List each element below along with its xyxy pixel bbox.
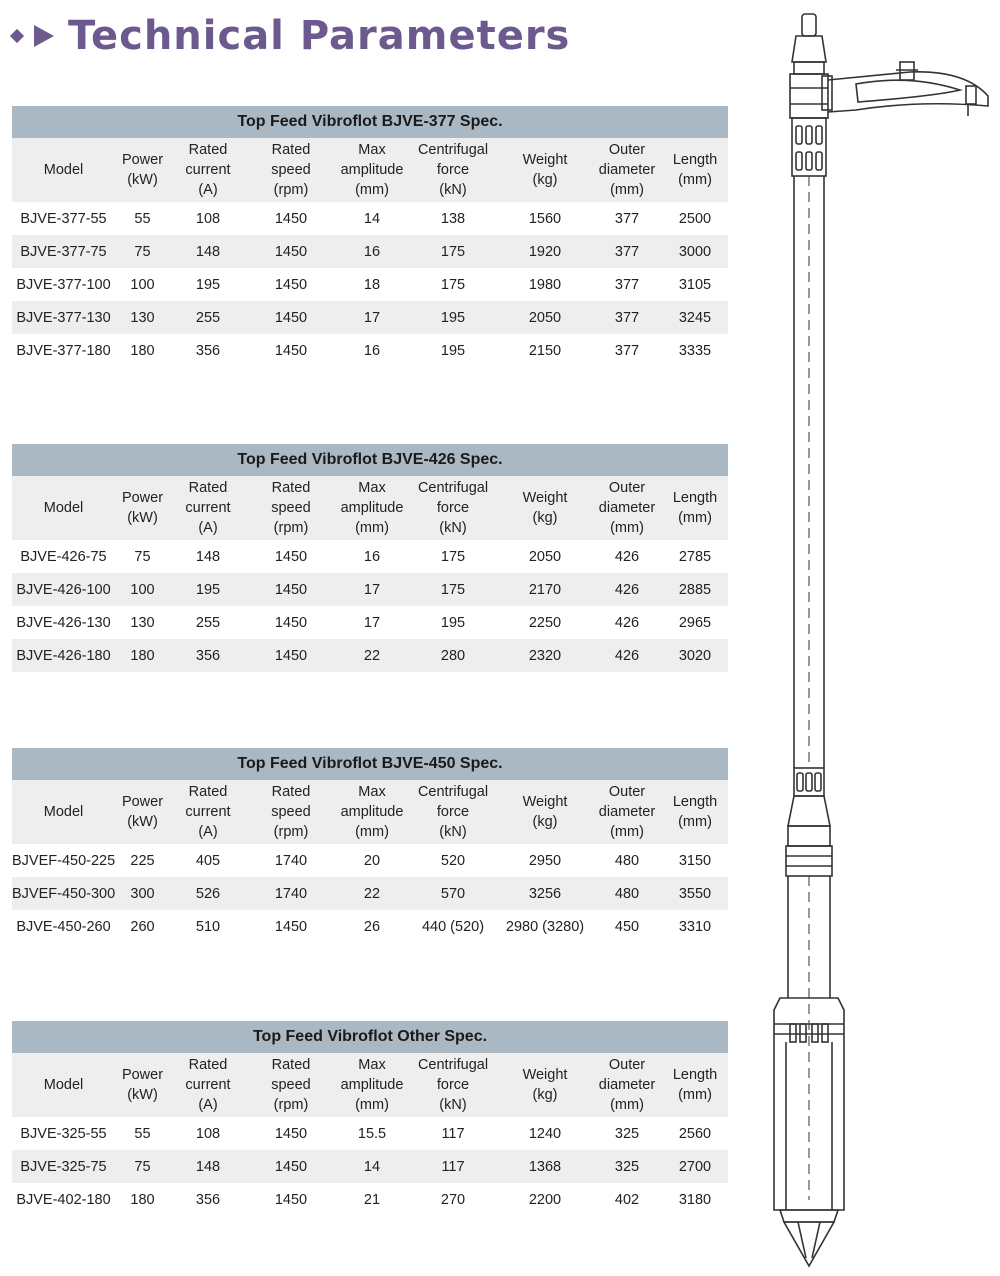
col-header-weight: Weight (kg) — [498, 476, 592, 540]
col-header-amplitude: Max amplitude (mm) — [336, 1053, 408, 1117]
cell-amplitude: 20 — [363, 852, 381, 869]
table-row — [12, 606, 728, 639]
table-caption: Top Feed Vibroflot Other Spec. — [12, 1021, 728, 1053]
cell-length: 2500 — [678, 210, 712, 227]
col-header-diameter: Outer diameter (mm) — [592, 1053, 662, 1117]
cell-speed: 1450 — [246, 235, 336, 268]
cell-power: 130 — [115, 301, 170, 334]
cell-weight: 2150 — [528, 342, 562, 359]
cone-tip — [780, 1210, 838, 1266]
cell-power: 75 — [134, 548, 151, 565]
cell-weight: 1368 — [498, 1150, 592, 1183]
cell-force: 175 — [408, 235, 498, 268]
cell-speed: 1450 — [274, 276, 308, 293]
cell-model: BJVEF-450-300 — [12, 877, 115, 910]
cell-speed: 1450 — [274, 342, 308, 359]
cell-speed: 1450 — [274, 1125, 308, 1142]
cell-model: BJVE-377-130 — [12, 301, 115, 334]
cell-current: 255 — [170, 301, 246, 334]
cell-speed: 1450 — [246, 573, 336, 606]
col-header-diameter: Outer diameter (mm) — [592, 780, 662, 844]
cell-weight: 1240 — [528, 1125, 562, 1142]
cell-diameter: 325 — [614, 1125, 640, 1142]
cell-force: 280 — [408, 639, 498, 672]
cell-diameter: 480 — [614, 852, 640, 869]
cell-length: 2885 — [662, 573, 728, 606]
table-row — [12, 301, 728, 334]
cell-amplitude: 17 — [363, 614, 381, 631]
cell-length: 3020 — [662, 639, 728, 672]
col-header-speed: Rated speed (rpm) — [246, 138, 336, 202]
cell-length: 3150 — [678, 852, 712, 869]
cell-model: BJVE-377-55 — [20, 210, 107, 227]
cell-force: 195 — [440, 614, 466, 631]
cell-weight: 1560 — [528, 210, 562, 227]
col-header-speed: Rated speed (rpm) — [246, 476, 336, 540]
col-header-length: Length (mm) — [662, 476, 728, 540]
cell-power: 100 — [130, 276, 155, 293]
spec-table-bjve-377 — [12, 106, 728, 367]
cell-amplitude: 17 — [336, 301, 408, 334]
cell-model: BJVE-426-130 — [16, 614, 111, 631]
cell-model: BJVE-377-100 — [16, 276, 111, 293]
spec-table-bjve-450 — [12, 748, 728, 943]
table-row — [12, 334, 728, 367]
cell-force: 117 — [441, 1125, 465, 1142]
upper-coupling — [792, 118, 826, 176]
cell-amplitude: 16 — [336, 235, 408, 268]
cell-amplitude: 21 — [363, 1191, 381, 1208]
col-header-length: Length (mm) — [662, 1053, 728, 1117]
cell-weight: 2320 — [498, 639, 592, 672]
cell-weight: 2170 — [498, 573, 592, 606]
cell-speed: 1740 — [246, 877, 336, 910]
col-header-speed: Rated speed (rpm) — [246, 1053, 336, 1117]
spec-table-bjve-426 — [12, 444, 728, 672]
cell-current: 510 — [195, 918, 221, 935]
cell-speed: 1450 — [274, 548, 308, 565]
col-header-amplitude: Max amplitude (mm) — [336, 138, 408, 202]
cell-diameter: 377 — [614, 210, 640, 227]
cell-diameter: 480 — [592, 877, 662, 910]
cell-length: 2560 — [678, 1125, 712, 1142]
cell-current: 255 — [195, 614, 221, 631]
cell-speed: 1450 — [246, 301, 336, 334]
col-header-power: Power (kW) — [115, 780, 170, 844]
cell-weight: 1980 — [528, 276, 562, 293]
cell-force: 570 — [408, 877, 498, 910]
table-row — [12, 1183, 728, 1216]
triangle-bullet-icon — [34, 25, 54, 47]
cell-model: BJVE-325-55 — [20, 1125, 107, 1142]
cell-length: 3335 — [678, 342, 712, 359]
cell-current: 356 — [195, 342, 221, 359]
cell-current: 108 — [195, 210, 221, 227]
col-header-weight: Weight (kg) — [498, 138, 592, 202]
cell-power: 180 — [115, 639, 170, 672]
cell-power: 100 — [115, 573, 170, 606]
cell-force: 117 — [408, 1150, 498, 1183]
cell-speed: 1450 — [274, 614, 308, 631]
vibrator-body — [774, 876, 844, 1210]
cell-weight: 2050 — [498, 301, 592, 334]
table-row — [12, 202, 728, 235]
extension-tube — [794, 176, 824, 768]
cell-model: BJVEF-450-225 — [12, 852, 116, 869]
cell-length: 3550 — [662, 877, 728, 910]
col-header-length: Length (mm) — [662, 780, 728, 844]
cell-power: 260 — [130, 918, 155, 935]
table-row — [12, 573, 728, 606]
cell-weight: 1920 — [498, 235, 592, 268]
cell-diameter: 450 — [614, 918, 640, 935]
cell-amplitude: 16 — [363, 342, 381, 359]
hose-arm — [822, 62, 988, 116]
cell-power: 130 — [130, 614, 155, 631]
cell-model: BJVE-450-260 — [16, 918, 111, 935]
col-header-weight: Weight (kg) — [498, 1053, 592, 1117]
cell-force: 175 — [440, 548, 466, 565]
cell-diameter: 377 — [592, 235, 662, 268]
cell-length: 3245 — [662, 301, 728, 334]
col-header-force: Centrifugal force (kN) — [408, 476, 498, 540]
cell-diameter: 377 — [614, 342, 640, 359]
cell-length: 2700 — [662, 1150, 728, 1183]
table-row — [12, 268, 728, 301]
cell-amplitude: 14 — [363, 210, 381, 227]
cell-model: BJVE-426-180 — [12, 639, 115, 672]
cell-speed: 1450 — [274, 918, 308, 935]
table-row — [12, 877, 728, 910]
table-row — [12, 540, 728, 573]
cell-current: 148 — [195, 548, 221, 565]
cell-power: 300 — [115, 877, 170, 910]
col-header-model: Model — [12, 1053, 115, 1117]
spec-table-other — [12, 1021, 728, 1216]
col-header-diameter: Outer diameter (mm) — [592, 476, 662, 540]
col-header-length: Length (mm) — [662, 138, 728, 202]
cell-force: 440 (520) — [421, 918, 485, 935]
cell-speed: 1450 — [274, 1191, 308, 1208]
cell-weight: 2050 — [528, 548, 562, 565]
cell-model: BJVE-377-75 — [12, 235, 115, 268]
cell-current: 195 — [170, 573, 246, 606]
cell-model: BJVE-426-100 — [12, 573, 115, 606]
col-header-power: Power (kW) — [115, 1053, 170, 1117]
cell-current: 405 — [195, 852, 221, 869]
cell-diameter: 426 — [614, 548, 640, 565]
cell-amplitude: 22 — [336, 639, 408, 672]
cell-force: 195 — [440, 342, 466, 359]
cell-force: 195 — [408, 301, 498, 334]
cell-power: 55 — [134, 1125, 151, 1142]
col-header-current: Rated current (A) — [170, 780, 246, 844]
table-caption: Top Feed Vibroflot BJVE-450 Spec. — [12, 748, 728, 780]
cell-length: 2785 — [678, 548, 712, 565]
cell-force: 175 — [408, 573, 498, 606]
col-header-force: Centrifugal force (kN) — [408, 780, 498, 844]
cell-speed: 1450 — [246, 639, 336, 672]
table-caption: Top Feed Vibroflot BJVE-377 Spec. — [12, 106, 728, 138]
cell-model: BJVE-325-75 — [12, 1150, 115, 1183]
cell-model: BJVE-377-180 — [16, 342, 111, 359]
cell-diameter: 402 — [614, 1191, 640, 1208]
col-header-amplitude: Max amplitude (mm) — [336, 780, 408, 844]
cell-diameter: 377 — [592, 301, 662, 334]
col-header-speed: Rated speed (rpm) — [246, 780, 336, 844]
cell-force: 175 — [440, 276, 466, 293]
cell-length: 3310 — [678, 918, 712, 935]
cell-weight: 2950 — [528, 852, 562, 869]
cell-current: 108 — [195, 1125, 221, 1142]
cell-power: 75 — [115, 235, 170, 268]
cell-diameter: 426 — [592, 639, 662, 672]
col-header-model: Model — [12, 476, 115, 540]
cell-weight: 2250 — [528, 614, 562, 631]
col-header-power: Power (kW) — [115, 138, 170, 202]
col-header-power: Power (kW) — [115, 476, 170, 540]
col-header-model: Model — [12, 138, 115, 202]
vibroflot-drawing — [760, 0, 1000, 1276]
cell-weight: 2200 — [528, 1191, 562, 1208]
cell-diameter: 377 — [614, 276, 640, 293]
col-header-current: Rated current (A) — [170, 1053, 246, 1117]
cell-length: 3000 — [662, 235, 728, 268]
cell-length: 2965 — [678, 614, 712, 631]
cell-power: 55 — [134, 210, 151, 227]
col-header-weight: Weight (kg) — [498, 780, 592, 844]
middle-coupling — [786, 768, 832, 876]
cell-diameter: 426 — [614, 614, 640, 631]
cell-current: 195 — [195, 276, 221, 293]
cell-power: 225 — [130, 852, 155, 869]
col-header-force: Centrifugal force (kN) — [408, 1053, 498, 1117]
col-header-current: Rated current (A) — [170, 138, 246, 202]
cell-length: 3105 — [678, 276, 712, 293]
cell-current: 148 — [170, 1150, 246, 1183]
cell-current: 526 — [170, 877, 246, 910]
cell-model: BJVE-426-75 — [20, 548, 107, 565]
cell-power: 180 — [130, 342, 155, 359]
cell-speed: 1450 — [274, 210, 308, 227]
cell-amplitude: 17 — [336, 573, 408, 606]
cell-length: 3180 — [678, 1191, 712, 1208]
col-header-amplitude: Max amplitude (mm) — [336, 476, 408, 540]
cell-speed: 1450 — [246, 1150, 336, 1183]
cell-speed: 1740 — [274, 852, 308, 869]
table-row — [12, 910, 728, 943]
cell-model: BJVE-402-180 — [16, 1191, 111, 1208]
table-row — [12, 639, 728, 672]
cell-diameter: 426 — [592, 573, 662, 606]
col-header-model: Model — [12, 780, 115, 844]
col-header-current: Rated current (A) — [170, 476, 246, 540]
col-header-force: Centrifugal force (kN) — [408, 138, 498, 202]
diamond-bullet-icon — [10, 29, 24, 43]
table-row — [12, 1117, 728, 1150]
cell-amplitude: 22 — [336, 877, 408, 910]
cell-amplitude: 14 — [336, 1150, 408, 1183]
table-row — [12, 844, 728, 877]
cell-force: 520 — [440, 852, 466, 869]
cell-amplitude: 26 — [363, 918, 381, 935]
cell-current: 356 — [170, 639, 246, 672]
cell-force: 138 — [440, 210, 466, 227]
table-row — [12, 235, 728, 268]
cell-current: 148 — [170, 235, 246, 268]
cell-amplitude: 16 — [363, 548, 381, 565]
cell-weight: 2980 (3280) — [505, 918, 585, 935]
page-title-text: Technical Parameters — [68, 13, 571, 59]
table-row — [12, 1150, 728, 1183]
cell-amplitude: 18 — [363, 276, 381, 293]
cell-power: 180 — [130, 1191, 155, 1208]
page-title — [8, 10, 570, 62]
table-caption: Top Feed Vibroflot BJVE-426 Spec. — [12, 444, 728, 476]
cell-weight: 3256 — [498, 877, 592, 910]
cell-power: 75 — [115, 1150, 170, 1183]
cell-amplitude: 15.5 — [357, 1125, 387, 1142]
col-header-diameter: Outer diameter (mm) — [592, 138, 662, 202]
cell-diameter: 325 — [592, 1150, 662, 1183]
cell-force: 270 — [440, 1191, 466, 1208]
cell-current: 356 — [195, 1191, 221, 1208]
